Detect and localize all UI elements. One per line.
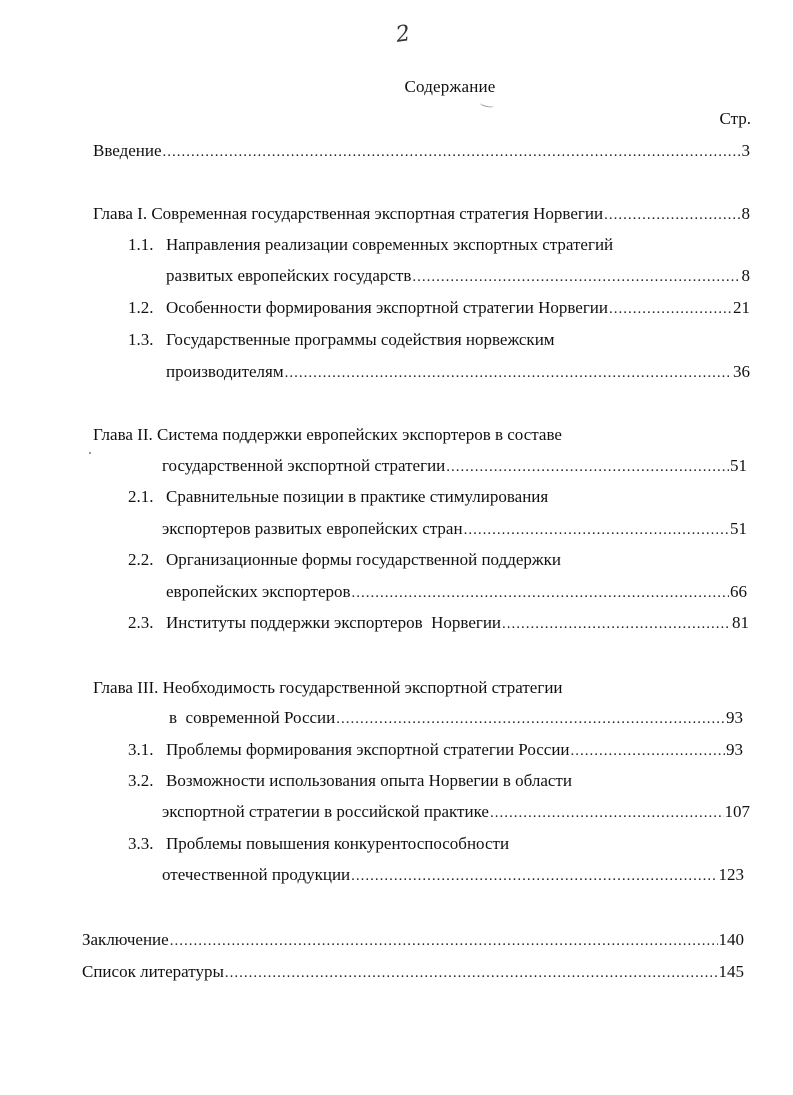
- toc-section-number: 3.2.: [128, 771, 154, 790]
- toc-entry-text: Глава III. Необходимость государственной экспортной стратегии: [93, 678, 563, 697]
- toc-entry-text: Проблемы формирования экспортной стратегии России: [166, 740, 570, 759]
- toc-entry-text: государственной экспортной стратегии: [162, 456, 446, 475]
- toc-entry-text: Направления реализации современных экспортных стратегий: [166, 235, 614, 254]
- toc-entry-text: Глава I. Современная государственная экспортная стратегия Норвегии: [93, 204, 604, 223]
- toc-entry-text: развитых европейских государств: [166, 266, 412, 285]
- toc-entry-chapter-2: [93, 424, 750, 446]
- toc-entry-page: 145: [718, 962, 744, 981]
- toc-entry-page: 51: [730, 456, 747, 475]
- toc-entry-text: Организационные формы государственной поддержки: [166, 550, 562, 569]
- toc-entry-text: Проблемы повышения конкурентоспособности: [166, 834, 510, 853]
- toc-entry-section-2-2: [128, 549, 748, 571]
- stray-pen-mark: [480, 101, 495, 109]
- toc-section-number: 3.3.: [128, 834, 154, 853]
- toc-leader-dots: [351, 865, 717, 887]
- toc-entry-intro: [93, 140, 750, 163]
- toc-entry-section-1-3: [128, 329, 750, 351]
- toc-leader-dots: [225, 962, 718, 984]
- toc-entry-page: 3: [741, 141, 750, 160]
- toc-entry-page: 66: [730, 582, 747, 601]
- toc-entry-section-1-1-cont: [166, 265, 750, 288]
- toc-entry-section-2-2-cont: [166, 581, 747, 604]
- toc-entry-bibliography: [82, 961, 744, 984]
- toc-section-number: 2.1.: [128, 487, 154, 506]
- toc-leader-dots: [502, 613, 731, 635]
- toc-leader-dots: [412, 266, 740, 288]
- toc-entry-page: 81: [732, 613, 749, 632]
- toc-entry-text: Заключение: [82, 930, 169, 949]
- toc-leader-dots: [464, 519, 729, 541]
- toc-section-number: 1.2.: [128, 298, 154, 317]
- toc-section-number: 1.3.: [128, 330, 154, 349]
- toc-entry-page: 140: [718, 930, 744, 949]
- toc-section-number: 3.1.: [128, 740, 154, 759]
- toc-entry-page: 36: [733, 362, 750, 381]
- toc-section-number: 2.3.: [128, 613, 154, 632]
- toc-entry-page: 107: [724, 802, 750, 821]
- toc-entry-page: 8: [741, 204, 750, 223]
- toc-entry-section-3-1: [128, 739, 743, 762]
- toc-leader-dots: [571, 740, 725, 762]
- toc-entry-text: Возможности использования опыта Норвегии в области: [166, 771, 572, 790]
- toc-entry-text: Государственные программы содействия норвежским: [166, 330, 555, 349]
- toc-section-number: 2.2.: [128, 550, 154, 569]
- toc-entry-text: европейских экспортеров: [166, 582, 351, 601]
- toc-entry-text: Список литературы: [82, 962, 224, 981]
- toc-entry-text: Особенности формирования экспортной стратегии Норвегии: [166, 298, 608, 317]
- toc-leader-dots: [285, 362, 732, 384]
- toc-entry-page: 51: [730, 519, 747, 538]
- toc-entry-text: Глава II. Система поддержки европейских экспортеров в составе: [93, 425, 562, 444]
- toc-leader-dots: [336, 708, 725, 730]
- toc-entry-chapter-1: [93, 203, 750, 226]
- toc-entry-text: производителям: [166, 362, 284, 381]
- toc-entry-section-2-3: [128, 612, 749, 635]
- toc-entry-page: 93: [726, 708, 743, 727]
- page-column-label: Стр.: [719, 109, 751, 128]
- toc-entry-page: 8: [741, 266, 750, 285]
- toc-entry-text: в современной России: [169, 708, 336, 727]
- toc-entry-text: Институты поддержки экспортеров Норвегии: [166, 613, 502, 632]
- toc-entry-section-1-2: [128, 297, 750, 320]
- toc-entry-section-3-3-cont: [162, 864, 744, 887]
- toc-entry-text: экспортной стратегии в российской практике: [162, 802, 489, 821]
- toc-entry-section-1-1: [128, 234, 748, 256]
- toc-leader-dots: [163, 141, 741, 163]
- handwritten-page-number: 2: [394, 21, 412, 48]
- stray-dot: [89, 452, 91, 454]
- toc-entry-page: 93: [726, 740, 743, 759]
- toc-leader-dots: [170, 930, 718, 952]
- page-title: Содержание: [404, 77, 496, 96]
- toc-entry-text: отечественной продукции: [162, 865, 351, 884]
- toc-entry-section-3-3: [128, 833, 743, 855]
- toc-entry-section-3-2: [128, 770, 743, 792]
- toc-entry-section-2-1: [128, 486, 748, 508]
- toc-entry-chapter-3: [93, 677, 750, 699]
- toc-entry-text: Введение: [93, 141, 162, 160]
- toc-leader-dots: [604, 204, 740, 226]
- toc-entry-section-3-2-cont: [162, 801, 750, 824]
- toc-entry-page: 21: [733, 298, 750, 317]
- toc-leader-dots: [446, 456, 729, 478]
- toc-entry-section-1-3-cont: [166, 361, 750, 384]
- toc-leader-dots: [490, 802, 724, 824]
- toc-section-number: 1.1.: [128, 235, 154, 254]
- toc-entry-text: Сравнительные позиции в практике стимулирования: [166, 487, 549, 506]
- toc-leader-dots: [352, 582, 729, 604]
- toc-leader-dots: [609, 298, 732, 320]
- toc-entry-chapter-3-cont: [169, 707, 743, 730]
- toc-entry-section-2-1-cont: [162, 518, 747, 541]
- toc-entry-page: 123: [718, 865, 744, 884]
- toc-entry-chapter-2-cont: [162, 455, 747, 478]
- toc-entry-conclusion: [82, 929, 744, 952]
- toc-entry-text: экспортеров развитых европейских стран: [162, 519, 463, 538]
